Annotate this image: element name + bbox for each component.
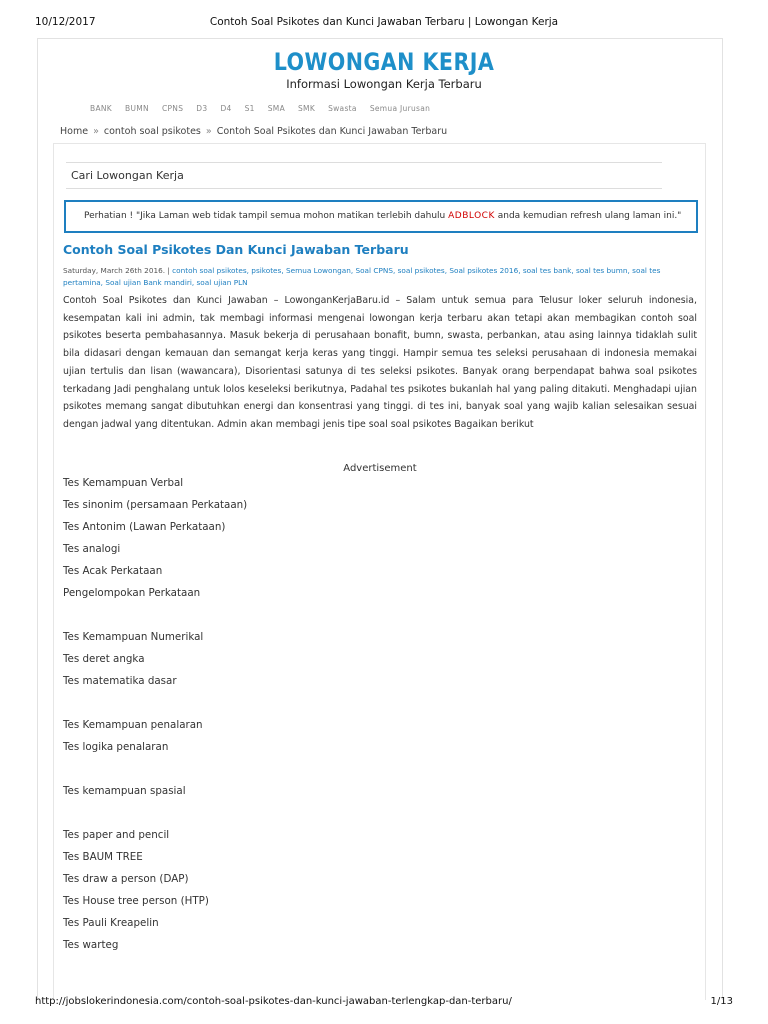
notice-highlight: ADBLOCK: [448, 211, 495, 221]
print-page-title: Contoh Soal Psikotes dan Kunci Jawaban Terbaru | Lowongan Kerja: [209, 16, 559, 28]
list-item: Tes deret angka: [63, 653, 145, 665]
list-item: Tes draw a person (DAP): [63, 873, 189, 885]
notice-text-end: anda kemudian refresh ulang laman ini.": [497, 211, 682, 221]
list-item: Tes sinonim (persamaan Perkataan): [63, 499, 248, 511]
list-item: Tes logika penalaran: [63, 741, 169, 753]
post-intro: Contoh Soal Psikotes dan Kunci Jawaban – LowonganKerjaBaru.id – Salam untuk semua para Telusur loker seluruh indonesia, kesempatan kali ini admin, tak membagi informasi mengenai lowongan kerja terbaru akan tetapi akan membagikan contoh soal psikotes beserta pembahasannya. Masuk bekerja di perusahaan bonafit, bumn, swasta, perbankan, atau asing lainnya tidaklah sulit bila didasari dengan kemauan dan semangat kerja keras yang tinggi. Hampir semua tes seleksi perusahaan di indonesia memakai ujian tertulis dan lisan (wawancara), Disorientasi satunya di tes seleksi psikotes. Banyak orang berpendapat bahwa soal psikotes terkadang Jadi penghalang untuk lolos keseleksi berikutnya, Padahal tes psikotes bukanlah hal yang paling ditakuti. Menghadapi ujian psikotes memang sangat dibutuhkan energi dan konsentrasi yang tinggi. di tes ini, banyak soal yang wajib kalian selesaikan sesuai dengan jadwal yang ditentukan. Admin akan membagi jenis tipe soal soal psikotes Bagaikan berikut: [63, 295, 697, 430]
nav-item-d4[interactable]: D4: [220, 104, 232, 113]
print-date: 10/12/2017: [35, 16, 96, 28]
nav-item-bank[interactable]: BANK: [90, 104, 113, 113]
breadcrumb-home[interactable]: Home: [60, 126, 89, 137]
list-item: Tes paper and pencil: [63, 829, 170, 841]
nav-item-s1[interactable]: S1: [244, 104, 255, 113]
list-item: Tes Kemampuan penalaran: [63, 719, 203, 731]
breadcrumb-separator: »: [205, 126, 212, 137]
search-input[interactable]: Cari Lowongan Kerja: [66, 162, 662, 189]
nav-item-semua-jurusan[interactable]: Semua Jurusan: [369, 104, 431, 113]
list-item: Tes Acak Perkataan: [63, 565, 163, 577]
list-spacer: [63, 804, 247, 826]
print-footer: [35, 996, 733, 1010]
list-item: Tes Antonim (Lawan Perkataan): [63, 521, 226, 533]
test-list: [63, 474, 247, 958]
adblock-notice: [64, 200, 698, 233]
breadcrumb-separator: »: [93, 126, 99, 137]
nav-item-bumn[interactable]: BUMN: [125, 104, 149, 113]
list-item: Tes Pauli Kreapelin: [63, 917, 159, 929]
breadcrumb-category[interactable]: contoh soal psikotes: [103, 126, 201, 137]
list-spacer: [63, 606, 247, 628]
list-spacer: [63, 694, 247, 716]
post-title[interactable]: Contoh Soal Psikotes Dan Kunci Jawaban Terbaru: [63, 242, 409, 257]
notice-text: Perhatian ! "Jika Laman web tidak tampil semua mohon matikan terlebih dahulu: [84, 211, 446, 221]
site-tagline: Informasi Lowongan Kerja Terbaru: [286, 77, 482, 91]
post-meta: [63, 265, 699, 289]
list-item: Tes Kemampuan Numerikal: [63, 631, 204, 643]
list-spacer: [63, 760, 247, 782]
list-item: Tes analogi: [63, 543, 121, 555]
main-nav: [90, 104, 443, 113]
print-header: [35, 16, 733, 30]
nav-item-d3[interactable]: D3: [196, 104, 208, 113]
list-item: Tes BAUM TREE: [63, 851, 143, 863]
list-item: Tes kemampuan spasial: [63, 785, 186, 797]
print-page-number: 1/13: [710, 996, 733, 1007]
post-tags[interactable]: contoh soal psikotes, psikotes, Semua Lowongan, Soal CPNS, soal psikotes, Soal psikotes 2016, soal tes bank, soal tes bumn, soal tes pertamina, Soal ujian Bank mandiri, soal ujian PLN: [63, 266, 661, 287]
nav-item-swasta[interactable]: Swasta: [328, 104, 357, 113]
advertisement-label: Advertisement: [343, 463, 417, 474]
list-item: Tes warteg: [63, 939, 119, 951]
nav-item-cpns[interactable]: CPNS: [161, 104, 184, 113]
list-item: Tes Kemampuan Verbal: [63, 477, 184, 489]
breadcrumb-current: Contoh Soal Psikotes dan Kunci Jawaban Terbaru: [216, 126, 448, 137]
nav-item-smk[interactable]: SMK: [298, 104, 316, 113]
list-item: Pengelompokan Perkataan: [63, 587, 201, 599]
list-item: Tes House tree person (HTP): [63, 895, 209, 907]
print-url: http://jobslokerindonesia.com/contoh-soal-psikotes-dan-kunci-jawaban-terlengkap-dan-terbaru/: [35, 996, 512, 1007]
site-logo-title[interactable]: LOWONGAN KERJA: [273, 48, 495, 76]
post-date: Saturday, March 26th 2016. |: [63, 266, 170, 275]
nav-item-sma[interactable]: SMA: [267, 104, 285, 113]
list-item: Tes matematika dasar: [63, 675, 177, 687]
breadcrumb: [60, 126, 447, 137]
